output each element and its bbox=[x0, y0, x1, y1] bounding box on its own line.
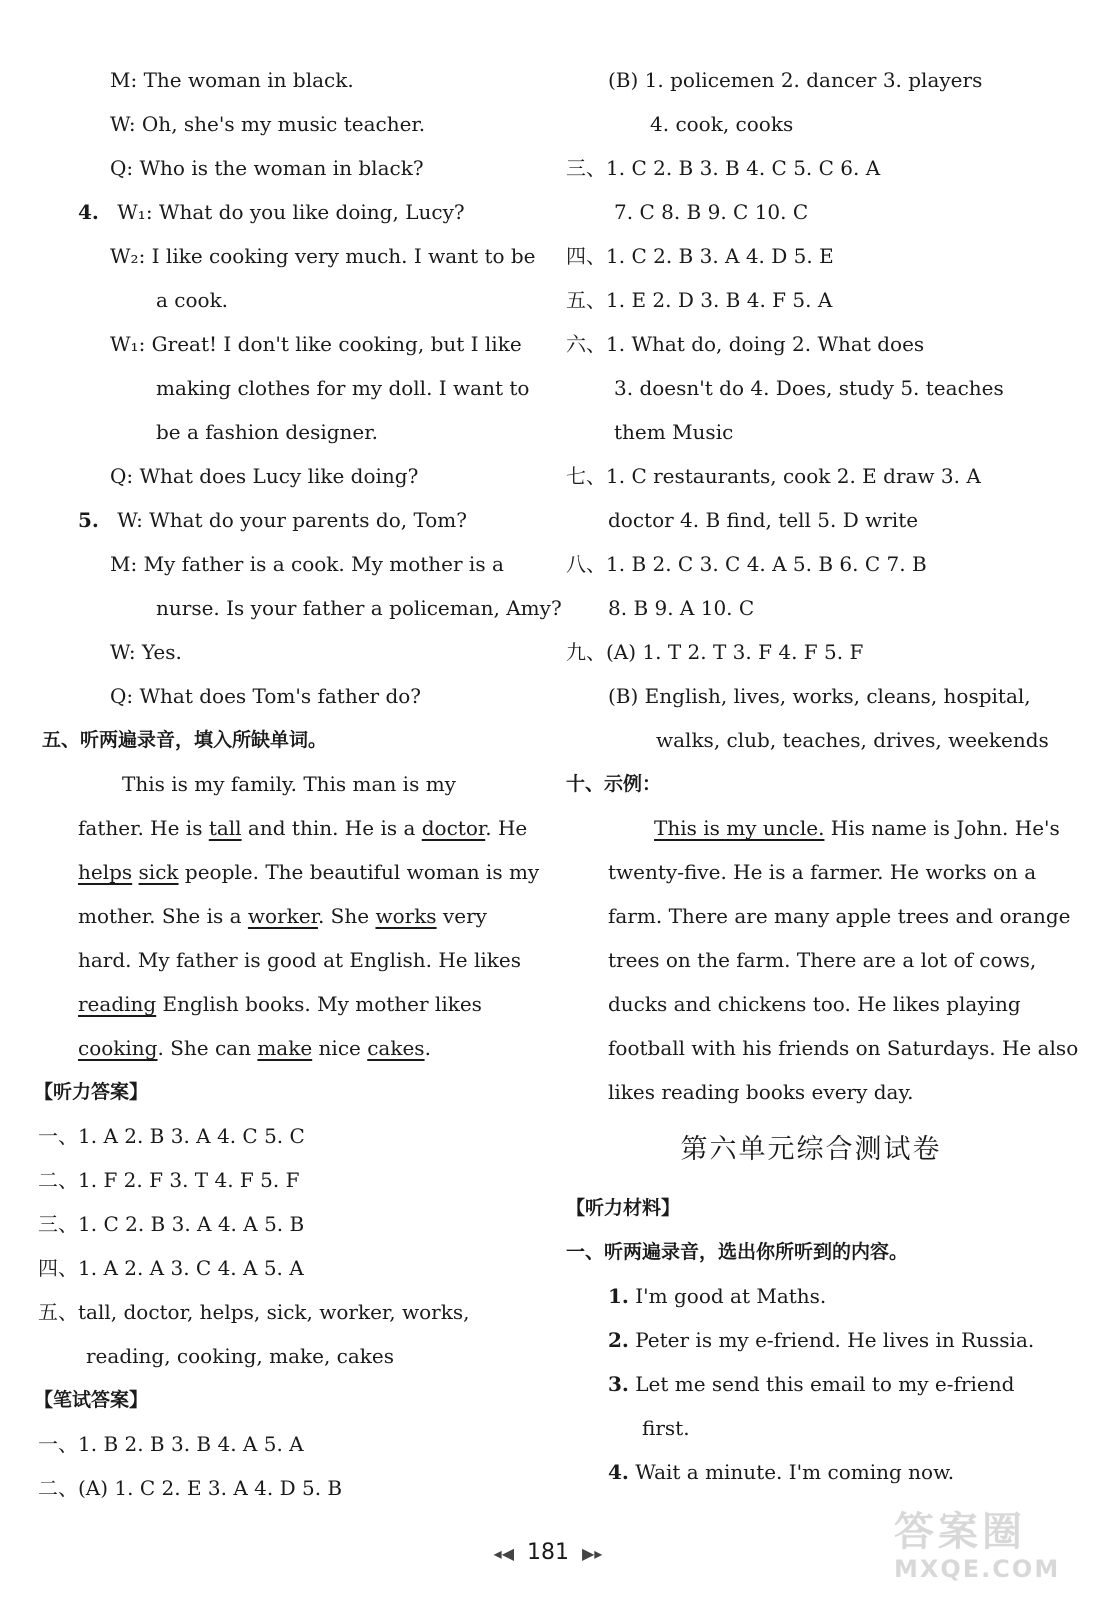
answer-row: 3. doesn't do 4. Does, study 5. teaches bbox=[614, 376, 1004, 400]
answer-row: 三、1. C 2. B 3. B 4. C 5. C 6. A bbox=[566, 156, 881, 180]
passage-line: cooking. She can make nice cakes. bbox=[78, 1036, 431, 1060]
dialog4-line: W₂: I like cooking very much. I want to be bbox=[110, 244, 536, 268]
section-heading: 一、听两遍录音，选出你所听到的内容。 bbox=[566, 1241, 909, 1263]
example-underlined: This is my uncle. bbox=[654, 816, 825, 840]
answer-row: 六、1. What do, doing 2. What does bbox=[566, 332, 925, 356]
passage-line: hard. My father is good at English. He likes bbox=[78, 948, 521, 972]
filled-blank: sick bbox=[138, 860, 179, 884]
dialog4-line: a cook. bbox=[156, 288, 229, 312]
item-number: 5. bbox=[78, 508, 99, 532]
answer-row: 4. cook, cooks bbox=[650, 112, 794, 136]
answer-row: 四、1. A 2. A 3. C 4. A 5. A bbox=[38, 1256, 304, 1280]
answer-row: 二、(A) 1. C 2. E 3. A 4. D 5. B bbox=[38, 1476, 343, 1500]
answer-row: 八、1. B 2. C 3. C 4. A 5. B 6. C 7. B bbox=[566, 552, 927, 576]
dialog5-line: W: Yes. bbox=[110, 640, 182, 664]
answer-row: 二、1. F 2. F 3. T 4. F 5. F bbox=[38, 1168, 300, 1192]
answer-row: 8. B 9. A 10. C bbox=[608, 596, 755, 620]
answer-row: 7. C 8. B 9. C 10. C bbox=[614, 200, 809, 224]
dialog3-line: Q: Who is the woman in black? bbox=[110, 156, 424, 180]
answer-row: 五、1. E 2. D 3. B 4. F 5. A bbox=[566, 288, 833, 312]
dialog3-line: W: Oh, she's my music teacher. bbox=[110, 112, 426, 136]
dialog5-line: Q: What does Tom's father do? bbox=[110, 684, 422, 708]
filled-blank: doctor bbox=[421, 816, 486, 840]
example-line: farm. There are many apple trees and orange bbox=[608, 904, 1071, 928]
filled-blank: tall bbox=[208, 816, 242, 840]
filled-blank: reading bbox=[78, 992, 157, 1016]
dialog5-line: M: My father is a cook. My mother is a bbox=[110, 552, 504, 576]
answer-row: walks, club, teaches, drives, weekends bbox=[656, 728, 1049, 752]
example-line: twenty-five. He is a farmer. He works on a bbox=[608, 860, 1037, 884]
example-line: trees on the farm. There are a lot of cows, bbox=[608, 948, 1037, 972]
passage-line: father. He is tall and thin. He is a doctor. He bbox=[78, 816, 528, 840]
watermark-logo: 答案圈 bbox=[894, 1509, 1026, 1555]
list-item: 2. Peter is my e-friend. He lives in Russia. bbox=[608, 1328, 1035, 1352]
unit-title: 第六单元综合测试卷 bbox=[680, 1134, 942, 1165]
page-number: 181 bbox=[527, 1540, 569, 1565]
watermark bbox=[894, 1510, 1082, 1594]
dialog5-line: 5. W: What do your parents do, Tom? bbox=[78, 508, 467, 532]
example-heading: 十、示例： bbox=[566, 773, 662, 795]
filled-blank: make bbox=[257, 1036, 313, 1060]
watermark-url: MXQE.COM bbox=[894, 1555, 1061, 1583]
answer-row: them Music bbox=[614, 420, 734, 444]
dialog4-line: Q: What does Lucy like doing? bbox=[110, 464, 419, 488]
filled-blank: helps bbox=[78, 860, 133, 884]
list-item: 3. Let me send this email to my e-friend bbox=[608, 1372, 1015, 1396]
answer-row: 三、1. C 2. B 3. A 4. A 5. B bbox=[38, 1212, 305, 1236]
listening-answers-heading: 【听力答案】 bbox=[34, 1081, 149, 1103]
answer-row: 七、1. C restaurants, cook 2. E draw 3. A bbox=[566, 464, 981, 488]
passage-line: reading English books. My mother likes bbox=[78, 992, 482, 1016]
answer-row: (B) English, lives, works, cleans, hospital, bbox=[608, 684, 1031, 708]
dialog3-line: M: The woman in black. bbox=[110, 68, 354, 92]
dialog4-line: making clothes for my doll. I want to bbox=[156, 376, 530, 400]
filled-blank: works bbox=[375, 904, 437, 928]
next-page-icon: ▶▸ bbox=[582, 1544, 603, 1563]
list-item: 4. Wait a minute. I'm coming now. bbox=[608, 1460, 955, 1484]
example-line: ducks and chickens too. He likes playing bbox=[608, 992, 1021, 1016]
filled-blank: cooking bbox=[78, 1036, 158, 1060]
example-line: football with his friends on Saturdays. He also bbox=[608, 1036, 1079, 1060]
written-answers-heading: 【笔试答案】 bbox=[34, 1389, 149, 1411]
right-column bbox=[566, 58, 1079, 1494]
list-item: first. bbox=[642, 1416, 690, 1440]
prev-page-icon: ◂◀ bbox=[493, 1544, 514, 1563]
answer-row: reading, cooking, make, cakes bbox=[86, 1344, 395, 1368]
dialog5-line: nurse. Is your father a policeman, Amy? bbox=[156, 596, 562, 620]
left-column bbox=[34, 58, 562, 1510]
answer-row: 五、tall, doctor, helps, sick, worker, works, bbox=[38, 1300, 470, 1324]
passage-line: helps sick people. The beautiful woman is my bbox=[78, 860, 540, 884]
section-heading: 五、听两遍录音，填入所缺单词。 bbox=[42, 729, 328, 751]
answer-row: 四、1. C 2. B 3. A 4. D 5. E bbox=[566, 244, 834, 268]
answer-row: doctor 4. B find, tell 5. D write bbox=[608, 508, 919, 532]
example-line: likes reading books every day. bbox=[608, 1080, 914, 1104]
filled-blank: worker bbox=[247, 904, 318, 928]
answer-row: 一、1. A 2. B 3. A 4. C 5. C bbox=[38, 1124, 305, 1148]
listening-material-heading: 【听力材料】 bbox=[566, 1197, 681, 1219]
passage-line: mother. She is a worker. She works very bbox=[78, 904, 487, 928]
answer-row: (B) 1. policemen 2. dancer 3. players bbox=[608, 68, 983, 92]
item-number: 4. bbox=[78, 200, 99, 224]
filled-blank: cakes bbox=[367, 1036, 425, 1060]
dialog4-line: W₁: Great! I don't like cooking, but I like bbox=[110, 332, 522, 356]
dialog4-line: 4. W₁: What do you like doing, Lucy? bbox=[78, 200, 465, 224]
answer-row: 一、1. B 2. B 3. B 4. A 5. A bbox=[38, 1432, 304, 1456]
list-item: 1. I'm good at Maths. bbox=[608, 1284, 827, 1308]
passage-line: This is my family. This man is my bbox=[122, 772, 456, 796]
dialog4-line: be a fashion designer. bbox=[156, 420, 378, 444]
example-line: This is my uncle. His name is John. He's bbox=[654, 816, 1060, 840]
answer-row: 九、(A) 1. T 2. T 3. F 4. F 5. F bbox=[566, 640, 864, 664]
